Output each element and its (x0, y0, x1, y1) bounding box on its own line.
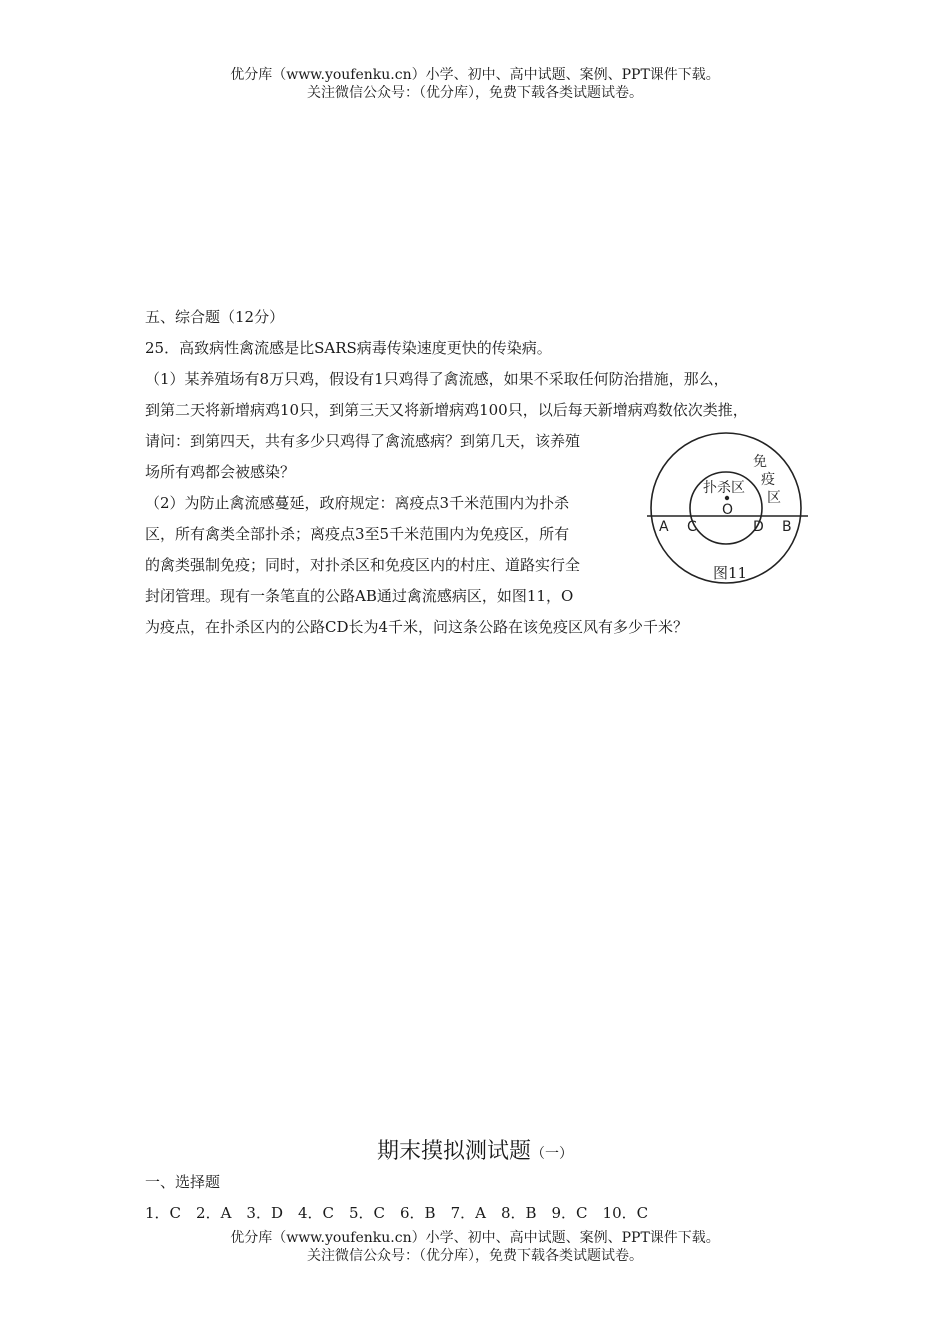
question-25-part2-line2: 区，所有禽类全部扑杀；离疫点3至5千米范围内为免疫区，所有 (145, 525, 570, 543)
section-5-heading: 五、综合题（12分） (145, 308, 285, 326)
question-25-part1-line4: 场所有鸡都会被感染？ (145, 463, 296, 481)
footer-line-2: 关注微信公众号：（优分库），免费下载各类试题试卷。 (307, 1248, 643, 1264)
immunity-zone-label-2: 疫 (761, 472, 775, 488)
page-footer (0, 1229, 950, 1265)
question-25-intro: 25．高致病性禽流感是比SARS病毒传染速度更快的传染病。 (145, 339, 552, 357)
question-25-part2-line1: （2）为防止禽流感蔓延，政府规定：离疫点3千米范围内为扑杀 (145, 494, 570, 512)
point-o-label: O (722, 502, 734, 518)
page-header (0, 66, 950, 102)
figure-11-caption: 图11 (712, 564, 748, 582)
footer-line-1: 优分库（www.youfenku.cn）小学、初中、高中试题、案例、PPT课件下载。 (230, 1230, 720, 1246)
question-25-part1-line3: 请问：到第四天，共有多少只鸡得了禽流感病？到第几天，该养殖 (145, 432, 581, 450)
question-25-part1-line1: （1）某养殖场有8万只鸡，假设有1只鸡得了禽流感，如果不采取任何防治措施，那么， (145, 370, 729, 388)
point-a-label: A (659, 519, 669, 535)
question-25-part2-line3: 的禽类强制免疫；同时，对扑杀区和免疫区内的村庄、道路实行全 (145, 556, 581, 574)
cull-zone-label: 扑杀区 (703, 480, 745, 496)
immunity-zone-label-1: 免 (753, 454, 767, 470)
header-line-1: 优分库（www.youfenku.cn）小学、初中、高中试题、案例、PPT课件下载。 (230, 67, 720, 83)
question-25-part2-line4: 封闭管理。现有一条笔直的公路AB通过禽流感病区，如图11，O (145, 587, 574, 605)
point-b-label: B (782, 519, 792, 535)
immunity-zone-label-3: 区 (767, 490, 781, 506)
exam-title-main: 期末摸拟测试题 (376, 1139, 531, 1164)
question-25-part1-line2: 到第二天将新增病鸡10只，到第三天又将新增病鸡100只，以后每天新增病鸡数依次类推， (145, 401, 748, 419)
header-line-2: 关注微信公众号：（优分库），免费下载各类试题试卷。 (307, 85, 643, 101)
section-1-heading: 一、选择题 (145, 1173, 221, 1191)
exam-title-suffix: （一） (531, 1146, 573, 1162)
exam-title (0, 1138, 950, 1168)
answer-key: 1．C 2．A 3．D 4．C 5．C 6．B 7．A 8．B 9．C 10．C (145, 1204, 649, 1222)
epidemic-point-o (725, 496, 729, 500)
point-d-label: D (753, 519, 764, 535)
question-25-part2-line5: 为疫点，在扑杀区内的公路CD长为4千米，问这条公路在该免疫区风有多少千米？ (145, 618, 689, 636)
point-c-label: C (687, 519, 697, 535)
